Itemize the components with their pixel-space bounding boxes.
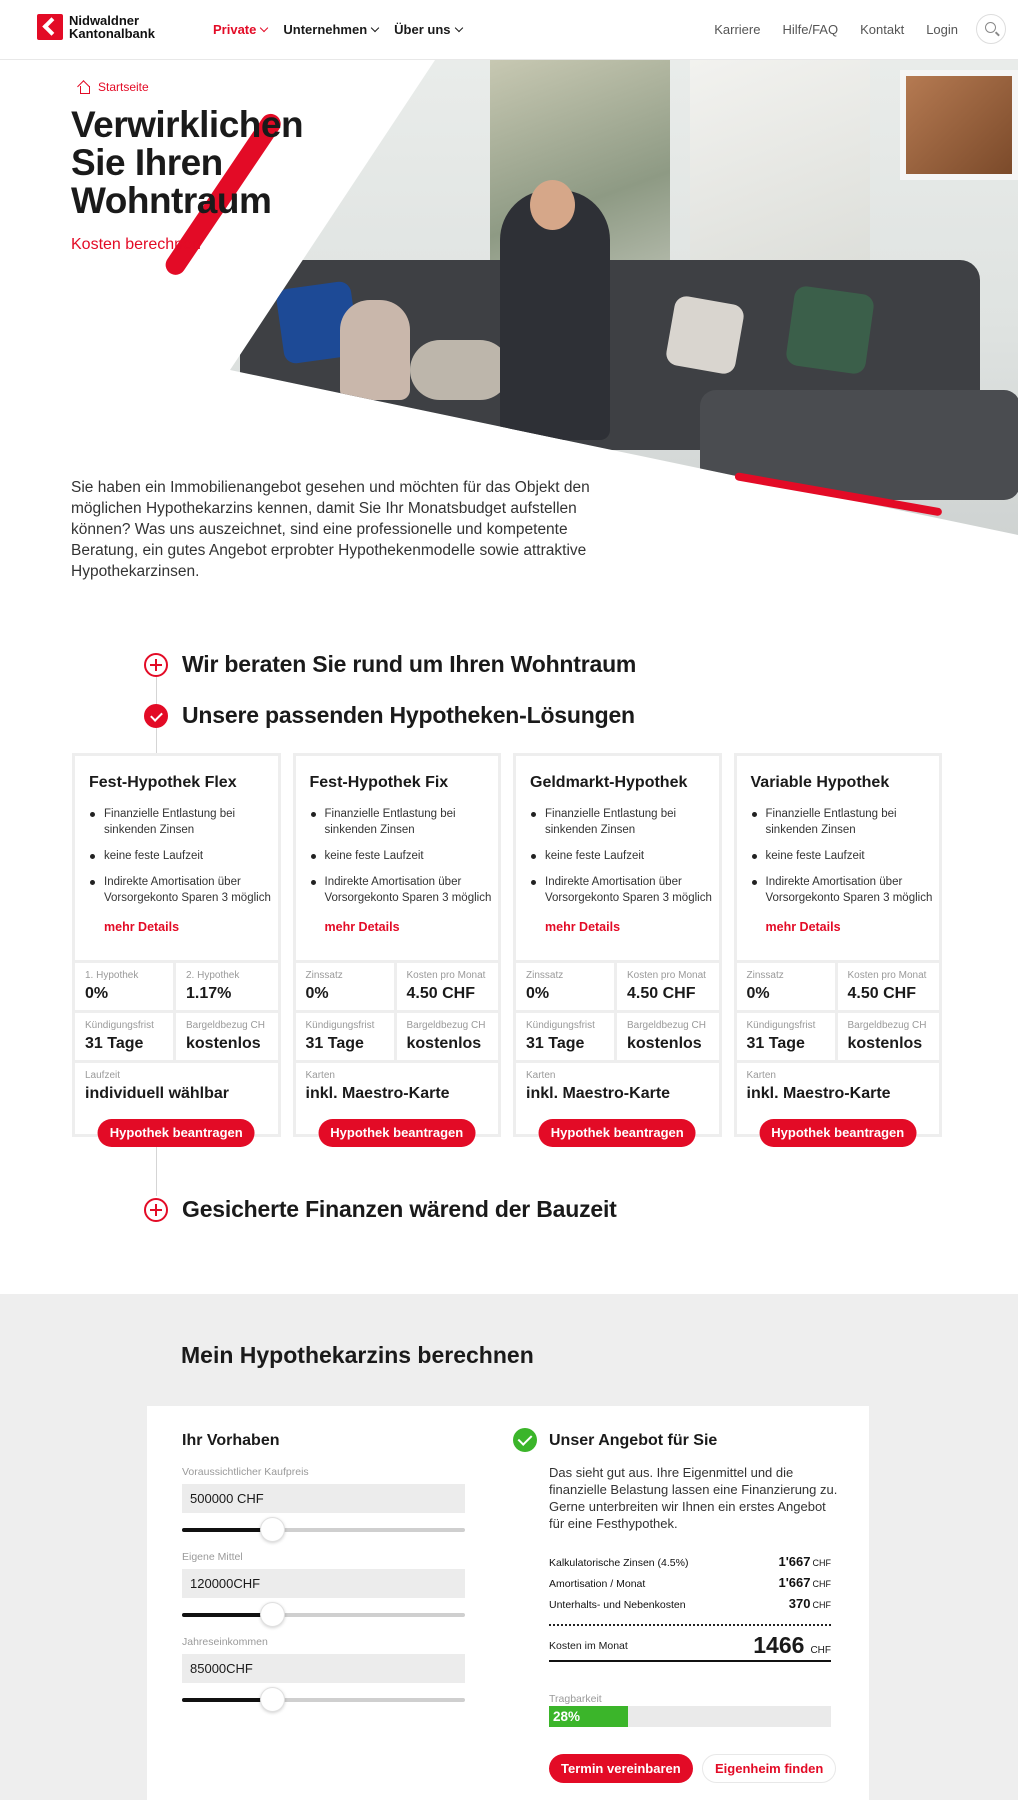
fact-label: Kosten pro Monat	[627, 970, 706, 981]
fact-label: Zinssatz	[746, 970, 784, 981]
nav-login[interactable]: Login	[926, 22, 958, 37]
fact-value: 1.17%	[186, 985, 232, 1002]
mortgage-card	[513, 753, 722, 1140]
fact-value: inkl. Maestro-Karte	[526, 1085, 671, 1102]
list-item: Finanzielle Entlastung bei sinkenden Zinsen	[751, 806, 941, 838]
chevron-down-icon	[260, 23, 268, 31]
fact-value: 31 Tage	[746, 1035, 805, 1052]
fact-cell	[75, 963, 176, 1013]
fact-cell	[516, 1013, 617, 1063]
total-amount: 1466	[753, 1632, 805, 1658]
slider-handle[interactable]	[260, 1687, 285, 1712]
cost-currency: CHF	[812, 1600, 831, 1610]
fact-value: 0%	[526, 985, 550, 1002]
nav-karriere[interactable]: Karriere	[714, 22, 761, 37]
mortgage-card	[734, 753, 943, 1140]
check-circle-icon	[513, 1428, 537, 1452]
list-item: keine feste Laufzeit	[310, 848, 500, 864]
fact-cell	[838, 963, 941, 1013]
mortgage-cards	[72, 753, 942, 1140]
search-icon[interactable]	[976, 14, 1006, 44]
check-icon	[144, 704, 168, 728]
accordion-item-beratung[interactable]	[144, 651, 636, 678]
fact-cell	[397, 1013, 500, 1063]
affordability-bar	[549, 1706, 831, 1727]
slider-fill	[182, 1528, 273, 1532]
nav-hilfe-faq[interactable]: Hilfe/FAQ	[782, 22, 839, 37]
cost-amount: 370	[788, 1596, 811, 1611]
fact-value: individuell wählbar	[85, 1085, 230, 1102]
list-item: Finanzielle Entlastung bei sinkenden Zinsen	[530, 806, 720, 838]
breadcrumb-home: Startseite	[98, 80, 149, 94]
main-nav	[213, 22, 462, 37]
more-details-link[interactable]: mehr Details	[104, 920, 180, 934]
card-facts	[516, 960, 720, 1134]
card-facts	[75, 960, 279, 1134]
calculator-panel	[147, 1406, 869, 1800]
field-label: Voraussichtlicher Kaufpreis	[182, 1466, 309, 1478]
offer-text: Das sieht gut aus. Ihre Eigenmittel und die finanzielle Belastung lassen eine Finanzierung zu. Gerne unterbreiten wir Ihnen ein erstes Angebot für eine Festhypothek.	[549, 1465, 838, 1531]
fact-value: 4.50 CHF	[847, 985, 916, 1002]
fact-label: Bargeldbezug CH	[627, 1020, 706, 1031]
cost-row	[549, 1596, 831, 1611]
fact-value: 0%	[746, 985, 770, 1002]
accordion-title: Wir beraten Sie rund um Ihren Wohntraum	[182, 651, 637, 677]
more-details-link[interactable]: mehr Details	[324, 920, 400, 934]
fact-cell	[296, 963, 397, 1013]
fact-value: kostenlos	[627, 1035, 702, 1052]
nav-item-ueber-uns[interactable]	[394, 22, 461, 37]
accordion-title: Unsere passenden Hypotheken-Lösungen	[182, 702, 635, 728]
fact-label: Zinssatz	[526, 970, 564, 981]
logo-line-2: Kantonalbank	[69, 26, 155, 41]
find-home-button[interactable]: Eigenheim finden	[702, 1754, 836, 1783]
fact-label: Kündigungsfrist	[305, 1020, 375, 1031]
nav-label: Private	[213, 22, 257, 37]
calculator-title: Mein Hypothekarzins berechnen	[181, 1342, 534, 1368]
affordability-label: Tragbarkeit	[549, 1693, 602, 1705]
card-facts	[296, 960, 500, 1134]
fact-value: inkl. Maestro-Karte	[746, 1085, 891, 1102]
list-item: Indirekte Amortisation über Vorsorgekonto Sparen 3 möglich	[310, 874, 500, 906]
fact-value: 31 Tage	[526, 1035, 585, 1052]
nav-label: Unternehmen	[283, 22, 368, 37]
cost-currency: CHF	[812, 1579, 831, 1589]
feature-list	[310, 806, 500, 916]
fact-cell	[75, 1013, 176, 1063]
fact-cell	[75, 1063, 279, 1113]
fact-value: 0%	[305, 985, 329, 1002]
fact-cell	[296, 1063, 500, 1113]
logo-mark-icon	[37, 14, 63, 40]
fact-label: Bargeldbezug CH	[847, 1020, 927, 1031]
fact-cell	[516, 963, 617, 1013]
fact-cell	[737, 1063, 941, 1113]
field-label: Jahreseinkommen	[182, 1636, 268, 1648]
list-item: Finanzielle Entlastung bei sinkenden Zinsen	[89, 806, 279, 838]
fact-label: Zinssatz	[305, 970, 343, 981]
list-item: keine feste Laufzeit	[530, 848, 720, 864]
card-title: Variable Hypothek	[750, 774, 890, 791]
apply-mortgage-button[interactable]: Hypothek beantragen	[98, 1119, 255, 1147]
chevron-down-icon	[454, 23, 462, 31]
breadcrumb[interactable]	[78, 80, 149, 94]
total-currency: CHF	[810, 1645, 831, 1656]
list-item: Finanzielle Entlastung bei sinkenden Zinsen	[310, 806, 500, 838]
chevron-down-icon	[371, 23, 379, 31]
list-item: Indirekte Amortisation über Vorsorgekonto Sparen 3 möglich	[530, 874, 720, 906]
feature-list	[89, 806, 279, 916]
fact-value: 0%	[85, 985, 109, 1002]
offer-title: Unser Angebot für Sie	[549, 1432, 718, 1449]
card-title: Fest-Hypothek Flex	[89, 774, 237, 791]
fact-cell	[176, 1013, 279, 1063]
fact-label: 1. Hypothek	[85, 970, 139, 981]
fact-label: Bargeldbezug CH	[186, 1020, 265, 1031]
fact-cell	[838, 1013, 941, 1063]
fact-label: Bargeldbezug CH	[406, 1020, 486, 1031]
fact-value: kostenlos	[847, 1035, 923, 1052]
card-title: Fest-Hypothek Fix	[309, 774, 449, 791]
purchase-price-slider[interactable]	[182, 1528, 465, 1532]
fact-value: kostenlos	[186, 1035, 261, 1052]
fact-label: Kündigungsfrist	[526, 1020, 595, 1031]
fact-label: Kosten pro Monat	[847, 970, 927, 981]
slider-fill	[182, 1698, 273, 1702]
fact-label: Karten	[305, 1070, 335, 1081]
apply-mortgage-button[interactable]: Hypothek beantragen	[318, 1119, 475, 1147]
fact-cell	[617, 963, 720, 1013]
secondary-nav	[714, 22, 958, 37]
list-item: keine feste Laufzeit	[89, 848, 279, 864]
annual-income-input[interactable]: 85000CHF	[182, 1654, 465, 1683]
fact-cell	[516, 1063, 720, 1113]
plus-icon	[144, 653, 168, 677]
cost-amount: 1'667	[778, 1554, 811, 1569]
mortgage-card	[72, 753, 281, 1140]
intro-text: Sie haben ein Immobilienangebot gesehen und möchten für das Objekt den möglichen Hypothekarzins kennen, damit Sie Ihr Monatsbudget aufstellen können? Was uns auszeichnet, sind eine professionelle und kompetente Beratung, ein gutes Angebot erprobter Hypothekenmodelle sowie attraktive Hypothekarzinsen.	[71, 479, 590, 580]
mortgage-card	[293, 753, 502, 1140]
fact-label: 2. Hypothek	[186, 970, 240, 981]
list-item: keine feste Laufzeit	[751, 848, 941, 864]
book-appointment-button[interactable]: Termin vereinbaren	[549, 1754, 693, 1783]
affordability-fill: 28%	[549, 1706, 628, 1727]
fact-cell	[176, 963, 279, 1013]
cost-row	[549, 1554, 831, 1569]
cost-calculator-link[interactable]: Kosten berechnen	[71, 236, 201, 253]
own-funds-input[interactable]: 120000CHF	[182, 1569, 465, 1598]
nav-item-unternehmen[interactable]	[283, 22, 378, 37]
slider-fill	[182, 1613, 273, 1617]
apply-mortgage-button[interactable]: Hypothek beantragen	[539, 1119, 696, 1147]
logo-wordmark	[69, 14, 155, 40]
fact-value: inkl. Maestro-Karte	[305, 1085, 450, 1102]
fact-label: Kündigungsfrist	[85, 1020, 154, 1031]
cost-label: Amortisation / Monat	[549, 1578, 646, 1590]
total-label: Kosten im Monat	[549, 1639, 628, 1652]
monthly-total	[549, 1631, 831, 1662]
own-funds-slider[interactable]	[182, 1613, 465, 1617]
purchase-price-input[interactable]: 500000 CHF	[182, 1484, 465, 1513]
annual-income-slider[interactable]	[182, 1698, 465, 1702]
fact-value: kostenlos	[406, 1035, 482, 1052]
fact-cell	[296, 1013, 397, 1063]
fact-cell	[617, 1013, 720, 1063]
fact-label: Kosten pro Monat	[406, 970, 486, 981]
card-title: Geldmarkt-Hypothek	[530, 774, 688, 791]
more-details-link[interactable]: mehr Details	[545, 920, 621, 934]
slider-handle[interactable]	[260, 1517, 285, 1542]
card-facts	[737, 960, 941, 1134]
nav-item-private[interactable]	[213, 22, 267, 37]
field-label: Eigene Mittel	[182, 1551, 243, 1563]
fact-cell	[737, 963, 838, 1013]
logo-line-1: Nidwaldner	[69, 13, 140, 28]
nav-label: Über uns	[394, 22, 451, 37]
feature-list	[751, 806, 941, 916]
fact-label: Kündigungsfrist	[746, 1020, 816, 1031]
accordion-item-bauzeit[interactable]	[144, 1196, 617, 1223]
fact-cell	[397, 963, 500, 1013]
cost-currency: CHF	[812, 1558, 831, 1568]
nav-kontakt[interactable]: Kontakt	[860, 22, 905, 37]
divider	[549, 1624, 831, 1626]
cost-row	[549, 1575, 831, 1590]
fact-label: Karten	[526, 1070, 556, 1081]
feature-list	[530, 806, 720, 916]
fact-value: 4.50 CHF	[406, 985, 475, 1002]
list-item: Indirekte Amortisation über Vorsorgekonto Sparen 3 möglich	[751, 874, 941, 906]
accordion-title: Gesicherte Finanzen wärend der Bauzeit	[182, 1196, 617, 1222]
accordion-item-hypotheken[interactable]	[144, 702, 635, 729]
fact-label: Laufzeit	[85, 1070, 121, 1081]
page-title: Verwirklichen Sie Ihren Wohntraum	[71, 104, 304, 221]
home-icon	[78, 82, 90, 93]
plus-icon	[144, 1198, 168, 1222]
site-header	[0, 0, 1018, 60]
fact-cell	[737, 1013, 838, 1063]
project-title: Ihr Vorhaben	[182, 1432, 280, 1449]
cost-amount: 1'667	[778, 1575, 811, 1590]
slider-handle[interactable]	[260, 1602, 285, 1627]
fact-value: 4.50 CHF	[627, 985, 696, 1002]
hero-image	[230, 60, 1018, 535]
list-item: Indirekte Amortisation über Vorsorgekonto Sparen 3 möglich	[89, 874, 279, 906]
cost-label: Kalkulatorische Zinsen (4.5%)	[549, 1557, 689, 1569]
more-details-link[interactable]: mehr Details	[765, 920, 841, 934]
fact-value: 31 Tage	[305, 1035, 364, 1052]
cost-label: Unterhalts- und Nebenkosten	[549, 1599, 686, 1611]
fact-value: 31 Tage	[85, 1035, 144, 1052]
bank-logo[interactable]	[37, 14, 155, 40]
apply-mortgage-button[interactable]: Hypothek beantragen	[759, 1119, 916, 1147]
fact-label: Karten	[746, 1070, 776, 1081]
